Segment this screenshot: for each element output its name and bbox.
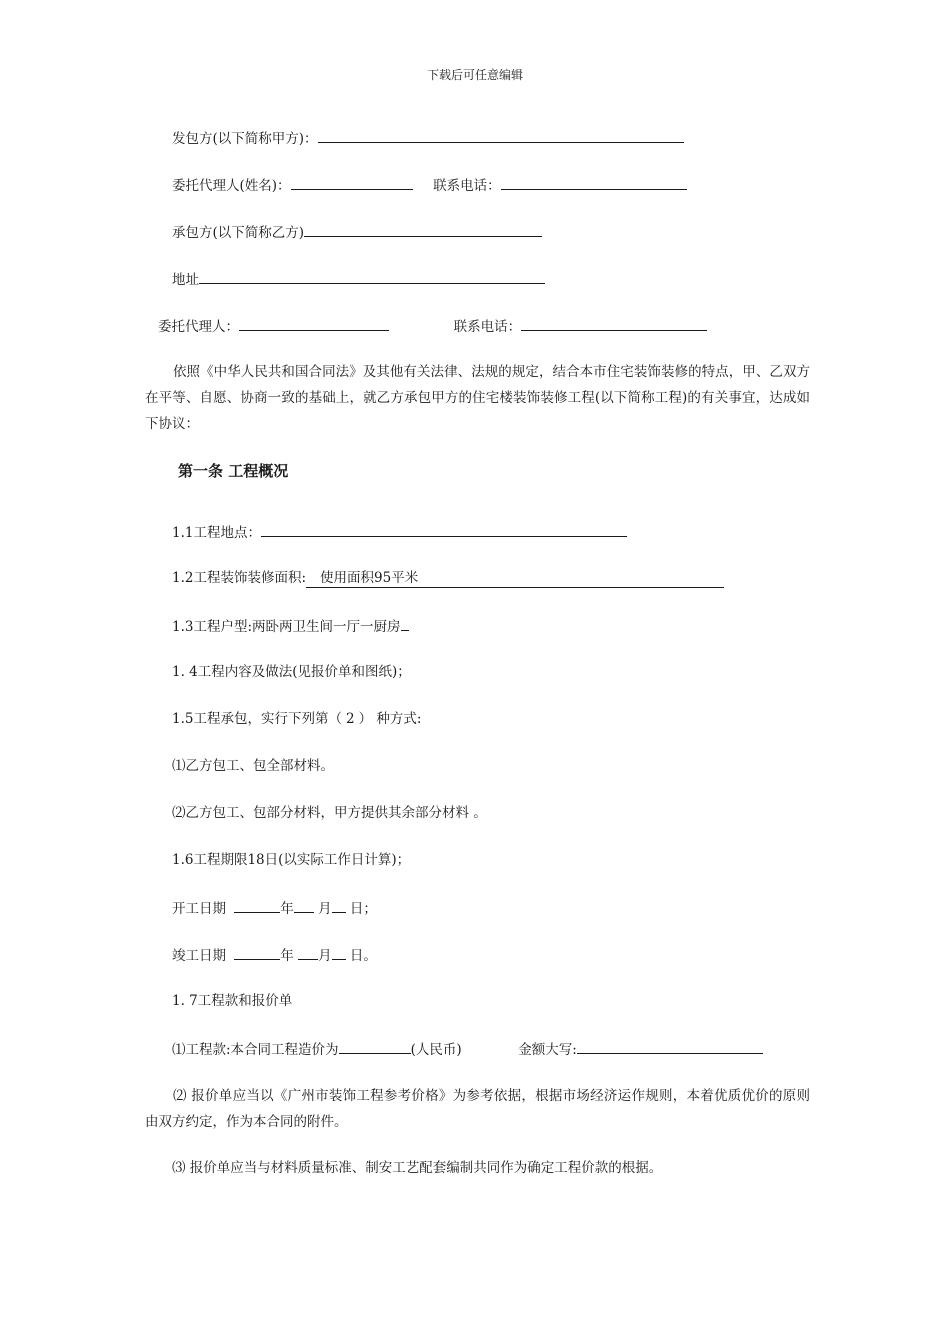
option-2: ⑵乙方包工、包部分材料，甲方提供其余部分材料 。	[172, 805, 487, 821]
price-currency: (人民币)	[410, 1042, 462, 1058]
end-date-label: 竣工日期	[172, 948, 226, 964]
option-1: ⑴乙方包工、包全部材料。	[172, 758, 334, 774]
start-date-line	[172, 898, 377, 918]
start-year-blank[interactable]	[234, 898, 280, 913]
price-words-label: 金额大写:	[518, 1042, 577, 1058]
item-1-4: 1. 4工程内容及做法(见报价单和图纸)；	[172, 664, 411, 680]
item-1-7: 1. 7工程款和报价单	[172, 993, 293, 1009]
item-1-3-label: 1.3工程户型:	[172, 619, 253, 635]
start-month-unit: 月	[318, 901, 332, 917]
address-blank[interactable]	[199, 269, 545, 284]
start-month-blank[interactable]	[294, 898, 314, 913]
party-b-line	[172, 222, 542, 242]
item-1-2-value[interactable]: 使用面积95平米	[306, 569, 724, 588]
party-a-blank[interactable]	[318, 128, 684, 143]
item-1-1-label: 1.1工程地点：	[172, 525, 261, 541]
start-day-blank[interactable]	[332, 898, 346, 913]
price-label: ⑴工程款:本合同工程造价为	[172, 1042, 339, 1058]
agent-a-name-label: 委托代理人(姓名)：	[172, 178, 291, 194]
agent-b-label: 委托代理人：	[158, 319, 239, 335]
agent-b-phone-label: 联系电话：	[453, 319, 522, 335]
party-a-label: 发包方(以下简称甲方)：	[172, 131, 318, 147]
item-1-2-label: 1.2工程装饰装修面积:	[172, 570, 307, 586]
agent-a-phone-label: 联系电话：	[433, 178, 501, 194]
party-b-blank[interactable]	[304, 222, 542, 237]
party-b-label: 承包方(以下简称乙方)	[172, 225, 305, 241]
end-year-blank[interactable]	[234, 945, 280, 960]
end-month-blank[interactable]	[298, 945, 318, 960]
agent-a-name-blank[interactable]	[291, 175, 413, 190]
address-label: 地址	[172, 272, 199, 288]
item-1-3	[172, 616, 409, 636]
item-1-5	[172, 710, 421, 728]
price-line	[172, 1039, 763, 1059]
section-1-title: 第一条 工程概况	[178, 462, 289, 480]
agent-a-line	[172, 175, 687, 195]
quote-clause-2: ⑵ 报价单应当以《广州市装饰工程参考价格》为参考依据，根据市场经济运作规则，本着优质优价的原则由双方约定，作为本合同的附件。	[145, 1088, 810, 1130]
start-date-label: 开工日期	[172, 901, 226, 917]
address-line	[172, 269, 545, 289]
start-year-unit: 年	[280, 901, 294, 917]
end-date-line	[172, 945, 377, 965]
end-day-unit: 日。	[349, 948, 377, 964]
item-1-1	[172, 522, 627, 542]
item-1-6: 1.6工程期限18日(以实际工作日计算)；	[172, 852, 411, 868]
end-month-unit: 月	[318, 948, 332, 964]
intro-paragraph: 依照《中华人民共和国合同法》及其他有关法律、法规的规定，结合本市住宅装饰装修的特点，甲、乙双方在平等、自愿、协商一致的基础上，就乙方承包甲方的住宅楼装饰装修工程(以下简称工程)的有关事宜，达成如下协议：	[145, 364, 810, 432]
end-day-blank[interactable]	[332, 945, 346, 960]
item-1-5-post: ） 种方式:	[358, 711, 422, 727]
header-note: 下载后可任意编辑	[426, 68, 523, 82]
agent-a-phone-blank[interactable]	[501, 175, 687, 190]
item-1-5-pre: 1.5工程承包，实行下列第（	[172, 711, 342, 727]
start-day-unit: 日；	[349, 901, 377, 917]
item-1-3-value: 两卧两卫生间一厅一厨房	[252, 619, 401, 635]
agent-b-line	[158, 316, 707, 336]
quote-clause-3: ⑶ 报价单应当与材料质量标准、制安工艺配套编制共同作为确定工程价款的根据。	[172, 1160, 663, 1176]
price-blank[interactable]	[339, 1039, 411, 1054]
agent-b-blank[interactable]	[239, 316, 389, 331]
agent-b-phone-blank[interactable]	[521, 316, 707, 331]
item-1-2	[172, 569, 724, 588]
price-words-blank[interactable]	[577, 1039, 763, 1054]
item-1-3-blank[interactable]	[401, 616, 409, 631]
end-year-unit: 年	[280, 948, 294, 964]
item-1-5-choice[interactable]: 2	[345, 711, 355, 727]
party-a-line	[172, 128, 684, 148]
item-1-1-blank[interactable]	[261, 522, 627, 537]
